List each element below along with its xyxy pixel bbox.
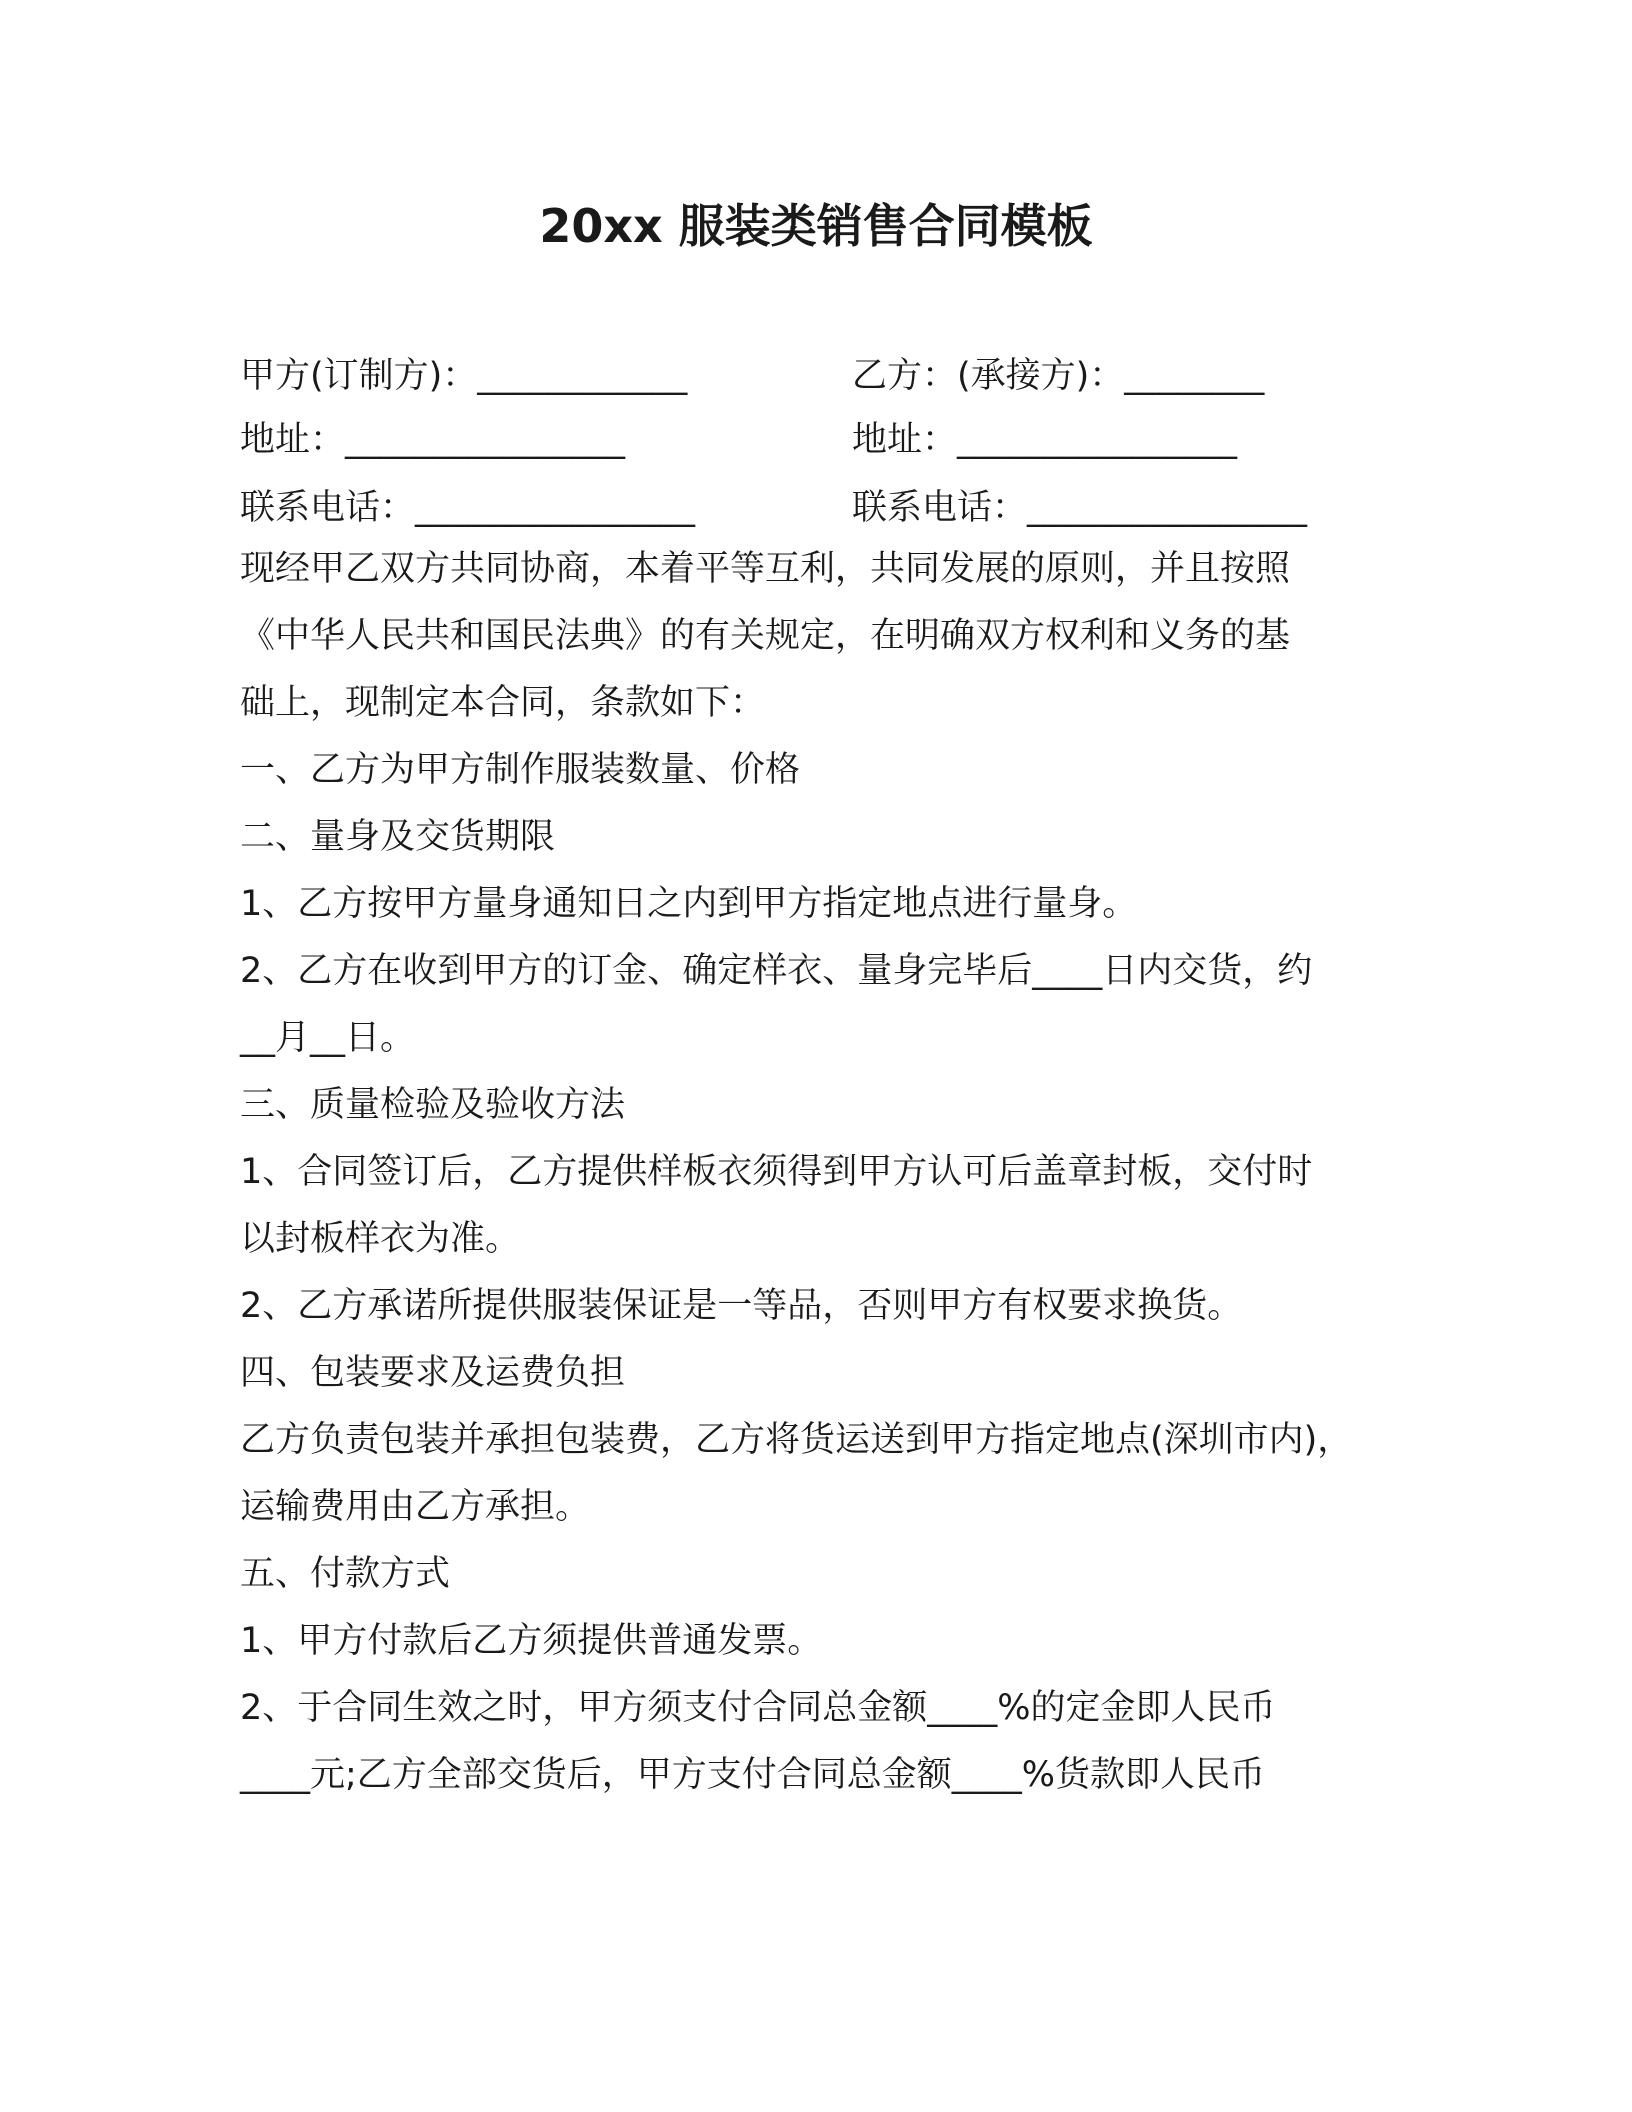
body-line: 以封板样衣为准。: [240, 1219, 521, 1259]
party-row-address: [240, 410, 1440, 470]
body-line: 2、于合同生效之时，甲方须支付合同总金额____%的定金即人民币: [240, 1688, 1276, 1728]
party-b-phone: 联系电话：________________: [852, 488, 1308, 528]
party-a-name: 甲方(订制方)：____________: [240, 356, 688, 396]
body-line: 《中华人民共和国民法典》的有关规定，在明确双方权利和义务的基: [240, 616, 1291, 656]
section-heading: 二、量身及交货期限: [240, 817, 556, 857]
party-row-name: [240, 346, 1440, 406]
body-line: 乙方负责包装并承担包装费，乙方将货运送到甲方指定地点(深圳市内)，: [240, 1420, 1353, 1460]
body-line: 运输费用由乙方承担。: [240, 1487, 591, 1527]
body-line: __月__日。: [240, 1018, 416, 1058]
party-a-address: 地址：________________: [240, 420, 626, 460]
body-line: 1、甲方付款后乙方须提供普通发票。: [240, 1621, 823, 1661]
party-b-name: 乙方：(承接方)：________: [852, 356, 1265, 396]
party-row-phone: [240, 478, 1440, 538]
party-a-phone: 联系电话：________________: [240, 488, 696, 528]
body-line: 现经甲乙双方共同协商，本着平等互利，共同发展的原则，并且按照: [240, 549, 1291, 589]
body-line: 1、乙方按甲方量身通知日之内到甲方指定地点进行量身。: [240, 884, 1138, 924]
body-line: 2、乙方在收到甲方的订金、确定样衣、量身完毕后____日内交货，约: [240, 951, 1313, 991]
section-heading: 四、包装要求及运费负担: [240, 1353, 626, 1393]
section-heading: 三、质量检验及验收方法: [240, 1085, 626, 1125]
party-b-address: 地址：________________: [852, 420, 1238, 460]
body-line: 2、乙方承诺所提供服装保证是一等品，否则甲方有权要求换货。: [240, 1286, 1243, 1326]
contract-body: [240, 536, 1420, 1809]
body-line: 1、合同签订后，乙方提供样板衣须得到甲方认可后盖章封板，交付时: [240, 1152, 1313, 1192]
section-heading: 一、乙方为甲方制作服装数量、价格: [240, 750, 801, 790]
section-heading: 五、付款方式: [240, 1554, 451, 1594]
body-line: 础上，现制定本合同，条款如下：: [240, 683, 766, 723]
document-title: 20xx 服装类销售合同模板: [539, 199, 1093, 253]
body-line: ____元;乙方全部交货后，甲方支付合同总金额____%货款即人民币: [240, 1755, 1266, 1795]
